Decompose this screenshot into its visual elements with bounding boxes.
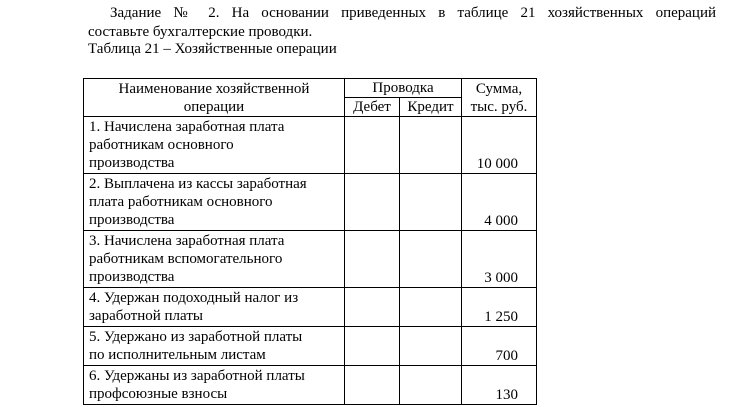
operation-name-line: 4. Удержан подоходный налог из	[89, 290, 299, 306]
operation-name-cell	[84, 174, 345, 231]
table-row	[84, 117, 537, 174]
task-text-line-2: составьте бухгалтерские проводки.	[88, 24, 313, 40]
operation-name-line: производства	[89, 269, 175, 285]
operation-name-line: профсоюзные взносы	[89, 386, 228, 402]
table-caption: Таблица 21 – Хозяйственные операции	[88, 41, 337, 57]
header-operation-name-line-2: операции	[183, 99, 245, 115]
credit-cell	[400, 366, 462, 405]
header-sum-line-1: Сумма,	[475, 81, 523, 97]
debit-cell	[345, 117, 400, 174]
credit-cell	[400, 174, 462, 231]
debit-cell	[345, 174, 400, 231]
table-body	[84, 117, 537, 405]
operation-name-line: производства	[89, 212, 175, 228]
operation-name-line: 6. Удержаны из заработной платы	[89, 368, 305, 384]
operation-name-cell	[84, 366, 345, 405]
sum-cell: 700	[462, 327, 537, 366]
credit-cell	[400, 117, 462, 174]
header-sum	[462, 79, 537, 117]
header-credit: Кредит	[400, 98, 462, 117]
header-operation-name	[84, 79, 345, 117]
sum-cell: 130	[462, 366, 537, 405]
table-header-row	[84, 79, 537, 98]
table-row	[84, 288, 537, 327]
operation-name-cell	[84, 327, 345, 366]
debit-cell	[345, 288, 400, 327]
operations-table	[83, 78, 537, 405]
header-entry: Проводка	[345, 79, 462, 98]
operation-name-line: работникам основного	[89, 137, 234, 153]
sum-cell: 10 000	[462, 117, 537, 174]
sum-cell: 4 000	[462, 174, 537, 231]
table-row	[84, 366, 537, 405]
operation-name-line: 3. Начислена заработная плата	[89, 233, 285, 249]
table-row	[84, 174, 537, 231]
operation-name-line: 2. Выплачена из кассы заработная	[89, 176, 307, 192]
operation-name-line: 1. Начислена заработная плата	[89, 119, 285, 135]
operation-name-line: плата работникам основного	[89, 194, 273, 210]
credit-cell	[400, 327, 462, 366]
operation-name-line: заработной платы	[89, 308, 203, 324]
operation-name-line: работникам вспомогательного	[89, 251, 283, 267]
table-row	[84, 327, 537, 366]
operation-name-line: 5. Удержано из заработной платы	[89, 329, 303, 345]
debit-cell	[345, 366, 400, 405]
operation-name-line: производства	[89, 155, 175, 171]
credit-cell	[400, 231, 462, 288]
operation-name-cell	[84, 117, 345, 174]
header-debit: Дебет	[345, 98, 400, 117]
debit-cell	[345, 231, 400, 288]
table-row	[84, 231, 537, 288]
task-statement	[88, 4, 716, 42]
header-sum-line-2: тыс. руб.	[470, 99, 528, 115]
sum-cell: 3 000	[462, 231, 537, 288]
debit-cell	[345, 327, 400, 366]
credit-cell	[400, 288, 462, 327]
task-text-line-1: Задание № 2. На основании приведенных в таблице 21 хозяйственных операций	[110, 5, 716, 21]
sum-cell: 1 250	[462, 288, 537, 327]
operation-name-line: по исполнительным листам	[89, 347, 266, 363]
header-operation-name-line-1: Наименование хозяйственной	[118, 81, 310, 97]
operation-name-cell	[84, 231, 345, 288]
operation-name-cell	[84, 288, 345, 327]
